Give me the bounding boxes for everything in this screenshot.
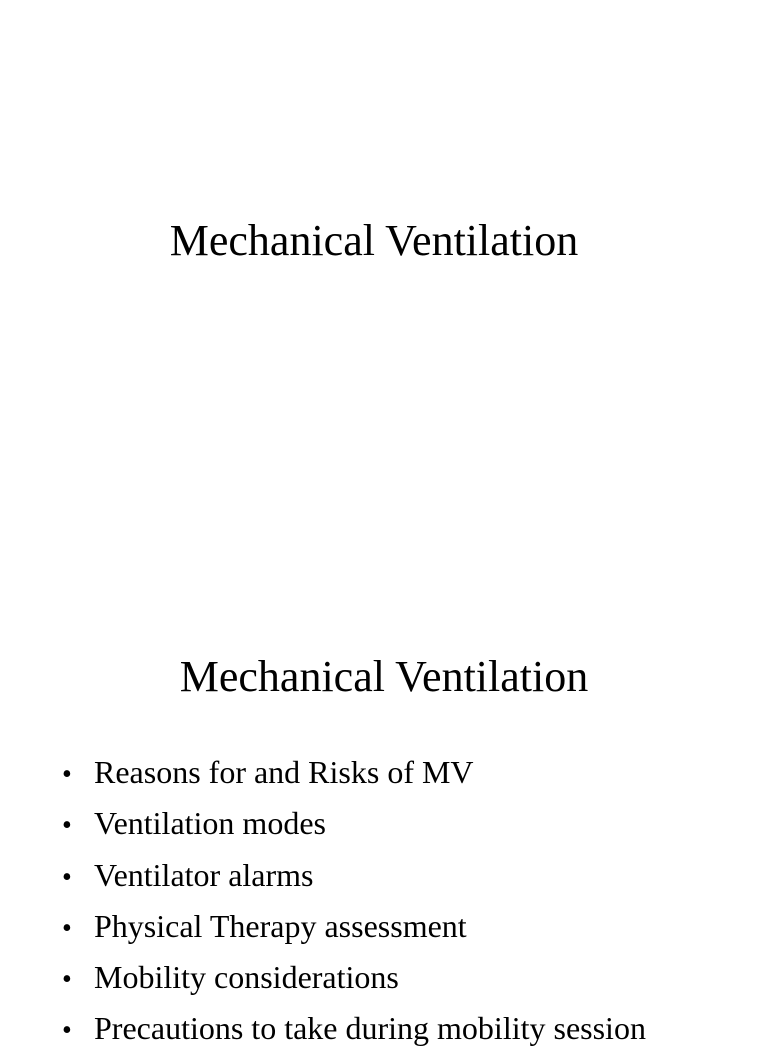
slide-2-bullet-list — [62, 748, 646, 1056]
bullet-text: Precautions to take during mobility session — [94, 1010, 646, 1047]
bullet-icon: • — [62, 912, 72, 944]
list-item — [62, 799, 646, 850]
list-item — [62, 902, 646, 953]
bullet-text: Mobility considerations — [94, 959, 399, 996]
bullet-text: Ventilation modes — [94, 805, 326, 842]
list-item — [62, 748, 646, 799]
bullet-text: Ventilator alarms — [94, 856, 314, 893]
bullet-icon: • — [62, 964, 72, 996]
bullet-icon: • — [62, 759, 72, 790]
slide-1-title: Mechanical Ventilation — [169, 216, 579, 265]
bullet-text: Physical Therapy assessment — [94, 907, 467, 944]
list-item — [62, 851, 646, 902]
bullet-icon: • — [62, 810, 72, 842]
bullet-icon: • — [62, 1015, 72, 1047]
list-item — [62, 953, 646, 1004]
bullet-text: Reasons for and Risks of MV — [94, 754, 474, 790]
bullet-icon: • — [62, 861, 72, 893]
slide-2-title: Mechanical Ventilation — [179, 652, 589, 701]
list-item — [62, 1004, 646, 1055]
